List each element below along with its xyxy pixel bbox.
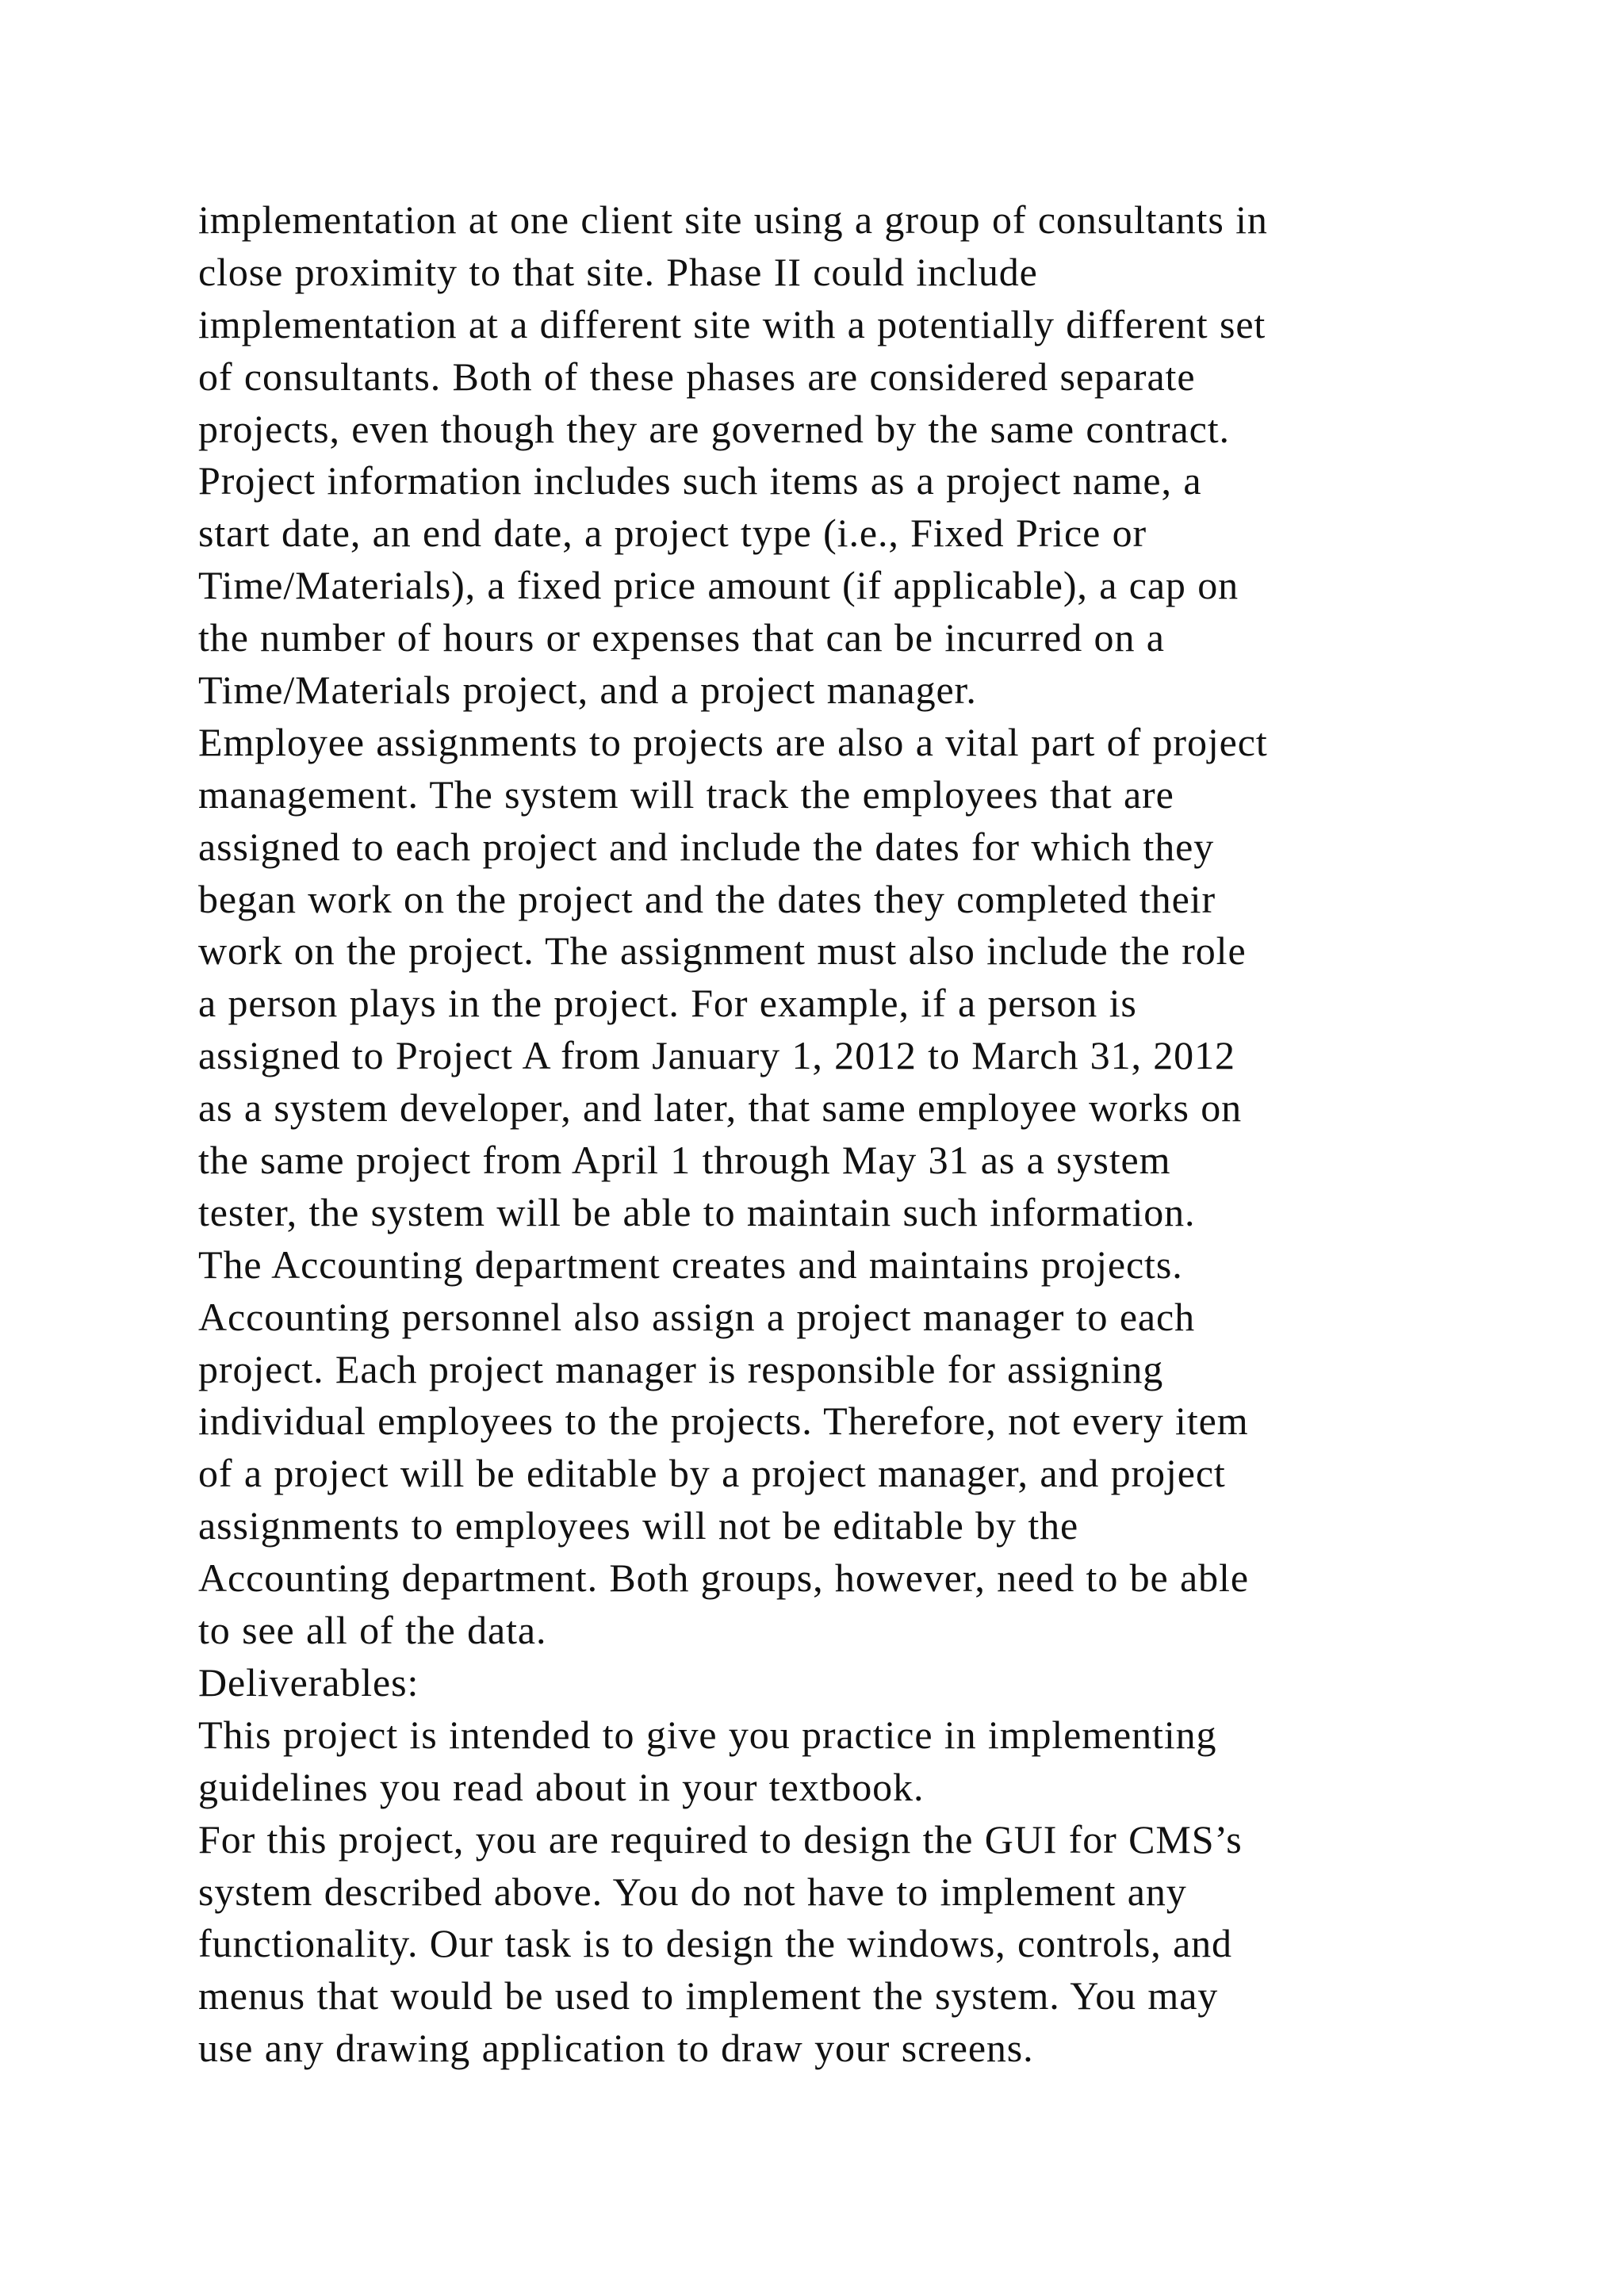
- text-line: implementation at one client site using a group of consultants in: [198, 197, 1268, 242]
- text-line: to see all of the data.: [198, 1608, 547, 1653]
- text-line: the same project from April 1 through May 31 as a system: [198, 1138, 1171, 1183]
- text-line: the number of hours or expenses that can be incurred on a: [198, 615, 1165, 660]
- text-line: functionality. Our task is to design the windows, controls, and: [198, 1921, 1232, 1966]
- text-line: implementation at a different site with a potentially different set: [198, 301, 1266, 346]
- text-line: Project information includes such items as a project name, a: [198, 458, 1202, 503]
- text-line: assigned to each project and include the dates for which they: [198, 824, 1215, 869]
- text-line: work on the project. The assignment must also include the role: [198, 928, 1247, 974]
- text-line: of consultants. Both of these phases are considered separate: [198, 354, 1196, 399]
- text-line: This project is intended to give you practice in implementing: [198, 1712, 1217, 1757]
- text-line: of a project will be editable by a project manager, and project: [198, 1451, 1226, 1496]
- text-line: project. Each project manager is responsible for assigning: [198, 1346, 1164, 1391]
- text-line: menus that would be used to implement the system. You may: [198, 1973, 1219, 2019]
- text-line: assignments to employees will not be editable by the: [198, 1503, 1079, 1548]
- text-line: Employee assignments to projects are also a vital part of project: [198, 719, 1268, 764]
- text-line: as a system developer, and later, that same employee works on: [198, 1085, 1243, 1131]
- text-line: Accounting personnel also assign a project manager to each: [198, 1294, 1196, 1339]
- text-line: Time/Materials project, and a project manager.: [198, 668, 977, 713]
- text-line: tester, the system will be able to maintain such information.: [198, 1189, 1196, 1234]
- text-line: start date, an end date, a project type (i.e., Fixed Price or: [198, 511, 1147, 556]
- text-line: system described above. You do not have to implement any: [198, 1869, 1187, 1914]
- text-line: guidelines you read about in your textbook.: [198, 1764, 925, 1809]
- text-line: For this project, you are required to design the GUI for CMS’s: [198, 1816, 1243, 1862]
- section-heading-deliverables: Deliverables:: [198, 1659, 419, 1705]
- text-line: close proximity to that site. Phase II could include: [198, 249, 1038, 294]
- text-line: use any drawing application to draw your screens.: [198, 2026, 1034, 2071]
- text-line: The Accounting department creates and maintains projects.: [198, 1242, 1183, 1287]
- text-line: Time/Materials), a fixed price amount (if applicable), a cap on: [198, 563, 1239, 608]
- text-line: individual employees to the projects. Therefore, not every item: [198, 1399, 1249, 1444]
- text-line: projects, even though they are governed by the same contract.: [198, 406, 1230, 451]
- body-text: [198, 194, 1467, 2075]
- text-line: Accounting department. Both groups, however, need to be able: [198, 1556, 1249, 1601]
- text-line: began work on the project and the dates they completed their: [198, 876, 1216, 921]
- text-line: management. The system will track the employees that are: [198, 771, 1174, 817]
- text-line: a person plays in the project. For example, if a person is: [198, 981, 1137, 1026]
- text-line: assigned to Project A from January 1, 2012 to March 31, 2012: [198, 1033, 1235, 1078]
